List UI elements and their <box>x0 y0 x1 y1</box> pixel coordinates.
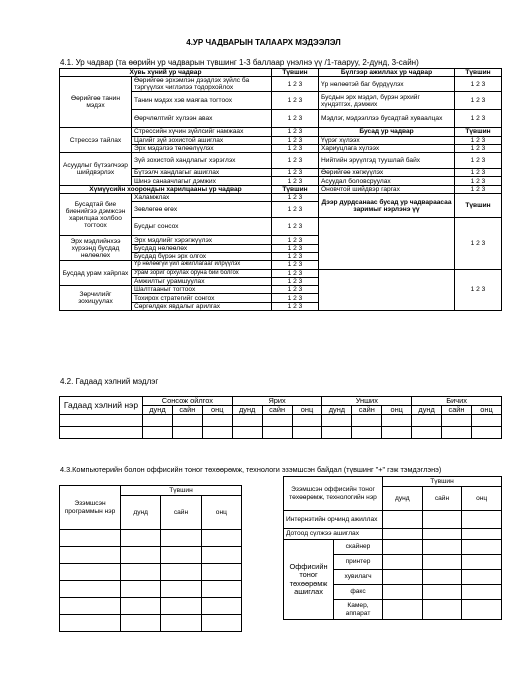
skill-item: Цагийг зүй зохистой ашиглах <box>132 136 272 144</box>
skill-item: Халамжлах <box>132 194 272 202</box>
level-header: дунд <box>383 487 423 511</box>
skill-item: Танин мэдэх хэв маягаа тогтоох <box>132 92 272 110</box>
skill-header: Унших <box>322 397 412 406</box>
level-header: онц <box>292 406 322 415</box>
specific-blank[interactable] <box>319 269 455 310</box>
other-item: Оновчтой шийдвэр гаргах <box>319 185 455 193</box>
scale[interactable]: 1 2 3 <box>455 110 502 128</box>
scale[interactable]: 1 2 3 <box>272 128 319 136</box>
page-title: 4.УР ЧАДВАРЫН ТАЛААРХ МЭДЭЭЛЭЛ <box>186 38 341 47</box>
header-team: Бүлгээр ажиллах ур чадвар <box>319 69 455 77</box>
header-other: Бусад ур чадвар <box>319 128 455 136</box>
device-item: Камер, аппарат <box>334 600 383 620</box>
team-item: Мэдлэг, мэдээллээ бусадтай хуваалцах <box>319 110 455 128</box>
program-name-header: Эзэмшсэн программын нэр <box>60 486 121 530</box>
specific-blank[interactable] <box>319 218 455 269</box>
table-row[interactable] <box>60 427 502 439</box>
office-equipment-table <box>283 476 502 620</box>
scale[interactable]: 1 2 3 <box>272 144 319 152</box>
skill-item: Шинэ санаачлагыг дэмжих <box>132 177 272 185</box>
table-row[interactable] <box>60 415 502 427</box>
table-row[interactable] <box>60 598 242 615</box>
section-4-2-heading: 4.2. Гадаад хэлний мэдлэг <box>60 377 159 386</box>
scale[interactable]: 1 2 3 <box>272 277 319 285</box>
language-name-header: Гадаад хэлний нэр <box>60 397 143 415</box>
language-table <box>59 396 502 439</box>
office-item: Интернэтийн орчинд ажиллах <box>284 511 383 529</box>
scale[interactable]: 1 2 3 <box>455 153 502 169</box>
level-header: дунд <box>322 406 352 415</box>
level-header: дунд <box>232 406 262 415</box>
level-header: дунд <box>412 406 442 415</box>
level-header: Түвшин <box>121 486 242 496</box>
scale[interactable]: 1 2 3 <box>272 218 319 236</box>
level-header: дунд <box>143 406 173 415</box>
scale[interactable]: 1 2 3 <box>455 218 502 269</box>
team-item: Үр нөлөөтэй баг бүрдүүлэх <box>319 77 455 92</box>
scale[interactable]: 1 2 3 <box>455 92 502 110</box>
group-label: Өөрийгөө танин мэдэх <box>60 77 132 128</box>
skill-item: Зөвлөгөө өгөх <box>132 202 272 218</box>
device-item: факс <box>334 585 383 600</box>
other-item: Хариуцлага хүлээх <box>319 144 455 152</box>
group-label: Бусдад урам хайрлах <box>60 261 132 286</box>
table-row[interactable] <box>60 547 242 564</box>
header-level: Түвшин <box>455 69 502 77</box>
group-label: Эрх мэдлийнхээ хүрээнд бусдад нөлөөлөх <box>60 236 132 261</box>
scale[interactable]: 1 2 3 <box>272 236 319 244</box>
scale[interactable]: 1 2 3 <box>272 286 319 294</box>
group-label: Асуудлыг бүтээлчээр шийдвэрлэх <box>60 153 132 186</box>
skill-item: Эрх мэдлийг хэрэгжүүлэх <box>132 236 272 244</box>
scale[interactable]: 1 2 3 <box>272 294 319 302</box>
office-name-header: Эзэмшсэн оффисийн тоног төхөөрөмж, технологийн нэр <box>284 477 383 511</box>
skill-header: Бичих <box>412 397 502 406</box>
scale[interactable]: 1 2 3 <box>455 136 502 144</box>
level-header: онц <box>382 406 412 415</box>
table-row[interactable] <box>60 581 242 598</box>
scale[interactable]: 1 2 3 <box>272 202 319 218</box>
header-specific: Дээр дурдсанаас бусад ур чадвараасаа заримыг нэрлэнэ үү <box>319 194 455 218</box>
header-level: Түвшин <box>455 194 502 218</box>
scale[interactable]: 1 2 3 <box>272 261 319 269</box>
table-row[interactable] <box>60 615 242 632</box>
skill-item: Эрх мэдэлээ төлөөлүүлэх <box>132 144 272 152</box>
level-header: дунд <box>121 496 161 530</box>
scale[interactable]: 1 2 3 <box>455 177 502 185</box>
scale[interactable]: 1 2 3 <box>455 77 502 92</box>
scale[interactable]: 1 2 3 <box>272 244 319 252</box>
scale[interactable]: 1 2 3 <box>455 144 502 152</box>
scale[interactable]: 1 2 3 <box>272 169 319 177</box>
equipment-group: Оффисийн тоног төхөөрөмж ашиглах <box>284 540 334 620</box>
scale[interactable]: 1 2 3 <box>272 302 319 310</box>
scale[interactable]: 1 2 3 <box>272 194 319 202</box>
skill-item: Амжилтыг урамшуулах <box>132 277 272 285</box>
level-header: онц <box>202 406 232 415</box>
scale[interactable]: 1 2 3 <box>272 110 319 128</box>
skill-item: Бүтээлч хандлагыг ашиглах <box>132 169 272 177</box>
skill-item: Стрессийн хүчин зүйлсийг намжаах <box>132 128 272 136</box>
other-item: Асуудал боловсруулах <box>319 177 455 185</box>
scale[interactable]: 1 2 3 <box>455 169 502 177</box>
table-row[interactable] <box>60 530 242 547</box>
level-header: сайн <box>262 406 292 415</box>
header-relations: Хүмүүсийн хоорондын харилцааны ур чадвар <box>60 185 272 193</box>
level-header: онц <box>471 406 501 415</box>
other-item: Өөрийгөө хөгжүүлэх <box>319 169 455 177</box>
header-level: Түвшин <box>455 128 502 136</box>
skill-item: Үр нөлөөгүй үйл ажиллагааг илрүүлэх <box>132 261 272 269</box>
skill-item: Зүй зохистой хандлагыг хэрэглэх <box>132 153 272 169</box>
skill-item: Сөргөлдөх явдалыг арилгах <box>132 302 272 310</box>
other-item: Үүрэг хүлээх <box>319 136 455 144</box>
device-item: хувилагч <box>334 570 383 585</box>
scale[interactable]: 1 2 3 <box>272 77 319 92</box>
office-item: Дотоод сүлжээ ашиглах <box>284 529 383 540</box>
scale[interactable]: 1 2 3 <box>272 252 319 260</box>
device-item: принтер <box>334 555 383 570</box>
skill-item: Өөрийгөө эрхэмлэн дээдлэх зүйлс ба тэргүүлэх чиглэлээ тодорхойлох <box>132 77 272 92</box>
device-item: скайнер <box>334 540 383 555</box>
level-header: онц <box>201 496 241 530</box>
skill-item: Өөрчлөлтийг хүлээн авах <box>132 110 272 128</box>
skill-header: Ярих <box>232 397 322 406</box>
level-header: Түвшин <box>383 477 502 487</box>
scale[interactable]: 1 2 3 <box>455 269 502 310</box>
group-label: Бусадтай бие биенийгээ дэмжсэн харилцаа холбоо тогтоох <box>60 194 132 236</box>
level-header: сайн <box>172 406 202 415</box>
group-label: Стрессээ тайлах <box>60 128 132 153</box>
level-header: сайн <box>422 487 462 511</box>
table-row[interactable] <box>60 564 242 581</box>
section-4-3-heading: 4.3.Компьютерийн болон оффисийн тоног төхөөрөмж, технологи эзэмшсэн байдал (түвшинг "+" гэж тэмдэглэнэ) <box>60 465 442 474</box>
header-level: Түвшин <box>272 69 319 77</box>
level-header: онц <box>462 487 502 511</box>
level-header: сайн <box>161 496 201 530</box>
scale[interactable]: 1 2 3 <box>272 92 319 110</box>
scale[interactable]: 1 2 3 <box>272 177 319 185</box>
skill-item: Бусдад бүрэн эрх олгох <box>132 252 272 260</box>
skill-item: Шалтгааныг тогтоох <box>132 286 272 294</box>
scale[interactable]: 1 2 3 <box>455 185 502 193</box>
level-header: сайн <box>352 406 382 415</box>
level-header: сайн <box>442 406 472 415</box>
skill-item: Бусдыг сонсох <box>132 218 272 236</box>
skill-item: Урам зориг орхулах оруна бий болгох <box>132 269 272 277</box>
team-item: Бусдын эрх мэдэл, бүрэн эрхийг хүндэтгэх, дэмжих <box>319 92 455 110</box>
programs-table <box>59 485 242 632</box>
group-label: Зөрчилийг зохицуулах <box>60 286 132 311</box>
header-level: Түвшин <box>272 185 319 193</box>
scale[interactable]: 1 2 3 <box>272 136 319 144</box>
section-4-1-heading: 4.1. Ур чадвар (та өөрийн ур чадварын түвшинг 1-3 баллаар үнэлнэ үү /1-тааруу, 2-дунд, 3-сайн) <box>60 58 419 67</box>
skill-item: Бусдад нөлөөлөх <box>132 244 272 252</box>
header-general: Хувь хүний ур чадвар <box>60 69 272 77</box>
scale[interactable]: 1 2 3 <box>272 269 319 277</box>
scale[interactable]: 1 2 3 <box>272 153 319 169</box>
skill-item: Тохирох стратегийг сонгох <box>132 294 272 302</box>
other-item: Нийтийн эрүүлгэд туушлай байх <box>319 153 455 169</box>
skills-table <box>59 68 502 311</box>
skill-header: Сонсож ойлгох <box>143 397 233 406</box>
